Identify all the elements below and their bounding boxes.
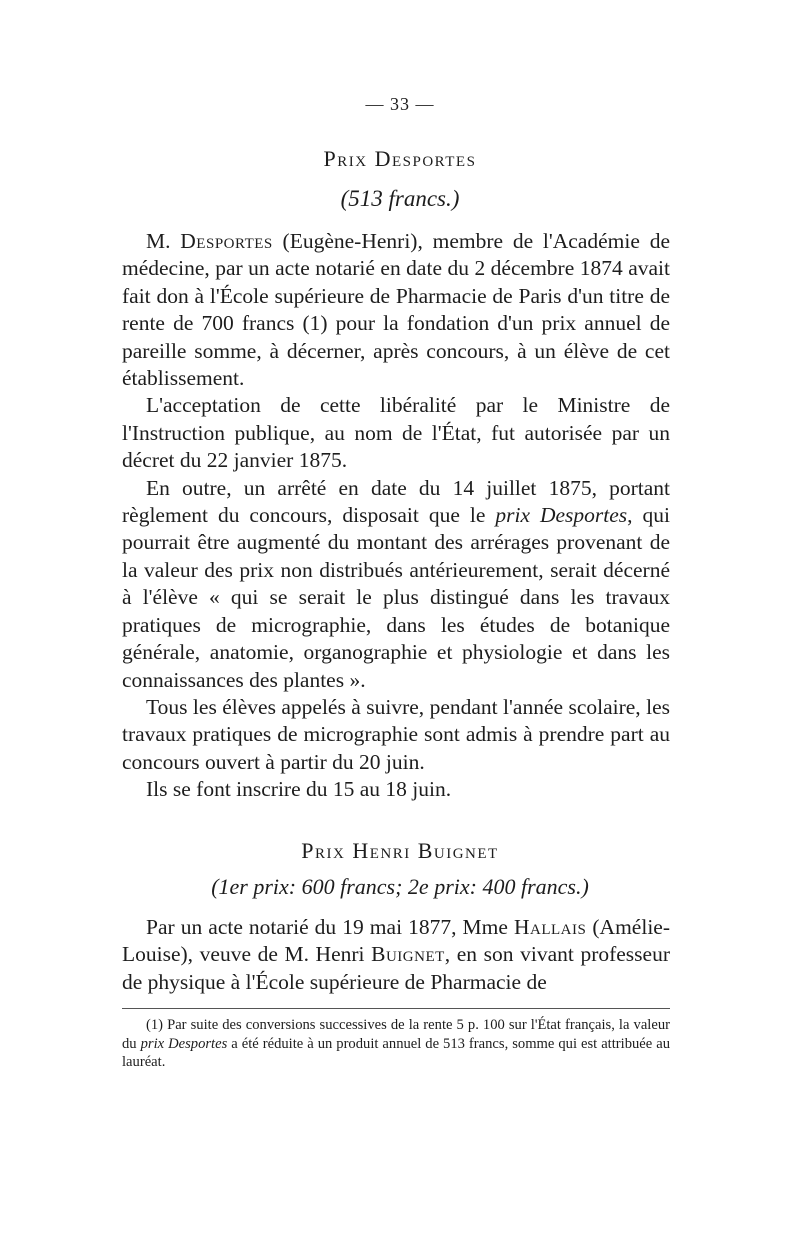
section-heading-prix-desportes: Prix Desportes bbox=[323, 146, 477, 171]
person-name: Hallais bbox=[513, 915, 587, 939]
section-heading-prix-henri-buignet: Prix Henri Buignet bbox=[301, 838, 499, 863]
text: , qui pourrait être augmenté du montant des arrérages provenant de la valeur des prix non distribués antérieurement, serait décerné à l'élève « qui se serait le plus distingué dans les travaux pratiques de micrographie, dans les études de botanique générale, anatomie, organographie et physiologie et dans les connaissances des plantes ». bbox=[122, 503, 671, 692]
footnote bbox=[122, 1016, 670, 1072]
page-number: — 33 — bbox=[365, 94, 435, 114]
italic-text: prix Desportes bbox=[140, 1035, 228, 1052]
prize-amount-desportes: (513 francs.) bbox=[340, 186, 460, 211]
text: (1) Par suite des conversions successives de la rente 5 p. 100 sur l'État français, la valeur du bbox=[122, 1017, 670, 1052]
section-body-desportes bbox=[122, 228, 670, 804]
text: M. bbox=[146, 229, 181, 253]
paragraph: Ils se font inscrire du 15 au 18 juin. bbox=[146, 777, 452, 802]
person-name: Buignet bbox=[371, 942, 445, 967]
text: , en son vivant professeur de physique à l'École supérieure de Pharmacie de bbox=[122, 942, 670, 994]
footnote-text bbox=[122, 1016, 670, 1072]
text: (Eugène-Henri), membre de l'Académie de médecine, par un acte notarié en date du 2 décembre 1874 avait fait don à l'École supérieure de Pharmacie de Paris d'un titre de rente de 700 francs (1) pour la fondation d'un prix annuel de pareille somme, à décerner, après concours, à un élève de cet établissement. bbox=[122, 229, 670, 391]
text: a été réduite à un produit annuel de 513 francs, somme qui est attribuée au lauréat. bbox=[122, 1035, 671, 1070]
prize-amount-buignet: (1er prix: 600 francs; 2e prix: 400 francs.) bbox=[211, 874, 589, 899]
section-body-buignet bbox=[122, 914, 670, 996]
paragraph bbox=[122, 475, 670, 694]
paragraph bbox=[122, 228, 670, 392]
paragraph: Tous les élèves appelés à suivre, pendant l'année scolaire, les travaux pratiques de micrographie sont admis à prendre part au concours ouvert à partir du 20 juin. bbox=[122, 694, 670, 774]
text: Par un acte notarié du 19 mai 1877, Mme bbox=[146, 915, 514, 939]
text: (Amélie-Louise), veuve de M. Henri bbox=[122, 915, 671, 967]
paragraph bbox=[122, 914, 670, 996]
person-name: Desportes bbox=[180, 229, 273, 253]
paragraph: L'acceptation de cette libéralité par le Ministre de l'Instruction publique, au nom de l'État, fut autorisée par un décret du 22 janvier 1875. bbox=[122, 393, 670, 473]
text: En outre, un arrêté en date du 14 juillet 1875, portant règlement du concours, disposait que le bbox=[122, 475, 670, 528]
italic-text: prix Desportes bbox=[495, 503, 628, 528]
footnote-divider bbox=[122, 1008, 670, 1009]
